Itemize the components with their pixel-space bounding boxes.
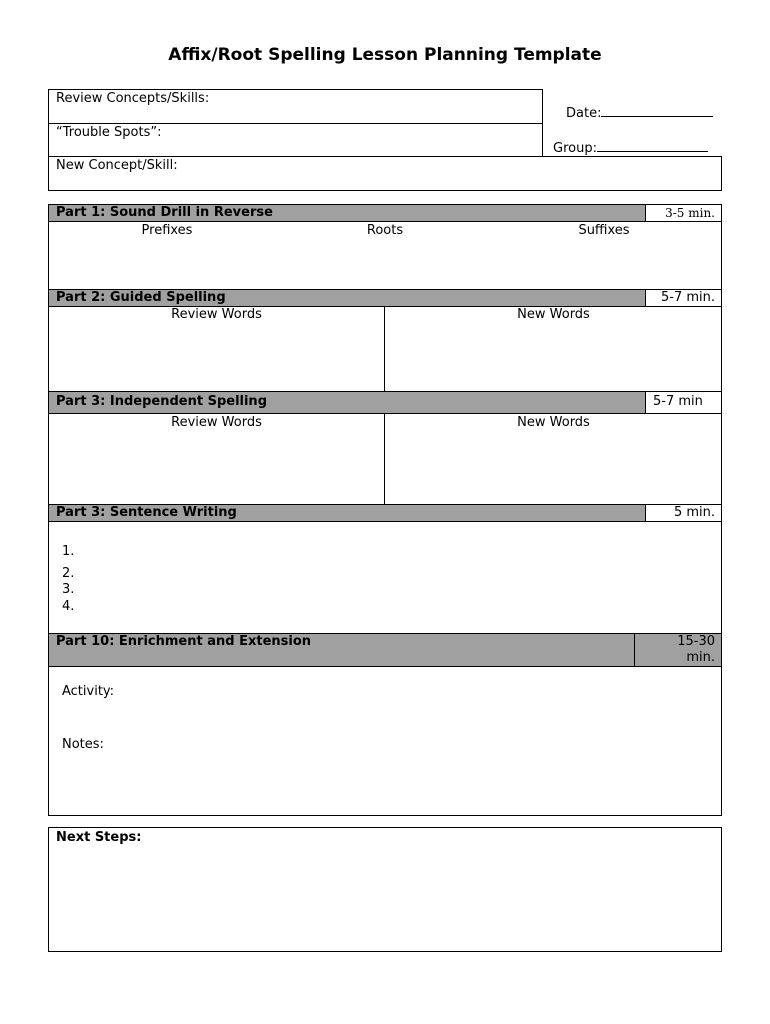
notes-label: Notes: <box>62 737 104 752</box>
date-field[interactable] <box>566 106 713 121</box>
trouble-spots-box[interactable] <box>48 123 543 157</box>
group-field[interactable] <box>553 141 708 156</box>
part4-header: Part 3: Sentence Writing <box>48 504 646 522</box>
part3-col-new-words: New Words <box>517 415 590 430</box>
part4-time: 5 min. <box>645 504 722 522</box>
group-blank[interactable] <box>597 151 708 152</box>
sentence-item-1: 1. <box>62 544 75 559</box>
part1-col-prefixes: Prefixes <box>141 223 193 238</box>
part2-col-new-words: New Words <box>517 307 590 322</box>
sentence-item-4: 4. <box>62 599 75 614</box>
date-label: Date: <box>566 106 602 121</box>
new-concept-label: New Concept/Skill: <box>56 158 178 173</box>
part5-time-line2: min. <box>686 650 715 665</box>
part1-col-suffixes: Suffixes <box>578 223 630 238</box>
part5-body[interactable] <box>48 666 722 816</box>
part2-col-review-words: Review Words <box>171 307 262 322</box>
sentence-item-3: 3. <box>62 582 75 597</box>
date-blank[interactable] <box>601 116 713 117</box>
part1-time: 3-5 min. <box>645 204 722 222</box>
sentence-item-2: 2. <box>62 566 75 581</box>
next-steps-label: Next Steps: <box>56 830 142 845</box>
part3-col-review-words: Review Words <box>171 415 262 430</box>
part5-time-line1: 15-30 <box>677 634 715 649</box>
new-concept-box[interactable] <box>48 156 722 191</box>
part1-header: Part 1: Sound Drill in Reverse <box>48 204 646 222</box>
part4-body[interactable] <box>48 521 722 634</box>
part3-time: 5-7 min <box>645 391 722 414</box>
part2-header: Part 2: Guided Spelling <box>48 289 646 307</box>
review-concepts-label: Review Concepts/Skills: <box>56 91 210 106</box>
page-title: Affix/Root Spelling Lesson Planning Template <box>168 45 602 65</box>
group-label: Group: <box>553 141 597 156</box>
part5-header: Part 10: Enrichment and Extension <box>48 633 635 667</box>
part3-header: Part 3: Independent Spelling <box>48 391 646 414</box>
review-concepts-box[interactable] <box>48 89 543 124</box>
part2-time: 5-7 min. <box>645 289 722 307</box>
part1-col-roots: Roots <box>366 223 404 238</box>
activity-label: Activity: <box>62 684 115 699</box>
part5-time-cell <box>634 633 722 667</box>
trouble-spots-label: “Trouble Spots”: <box>56 125 162 140</box>
next-steps-box[interactable] <box>48 827 722 952</box>
